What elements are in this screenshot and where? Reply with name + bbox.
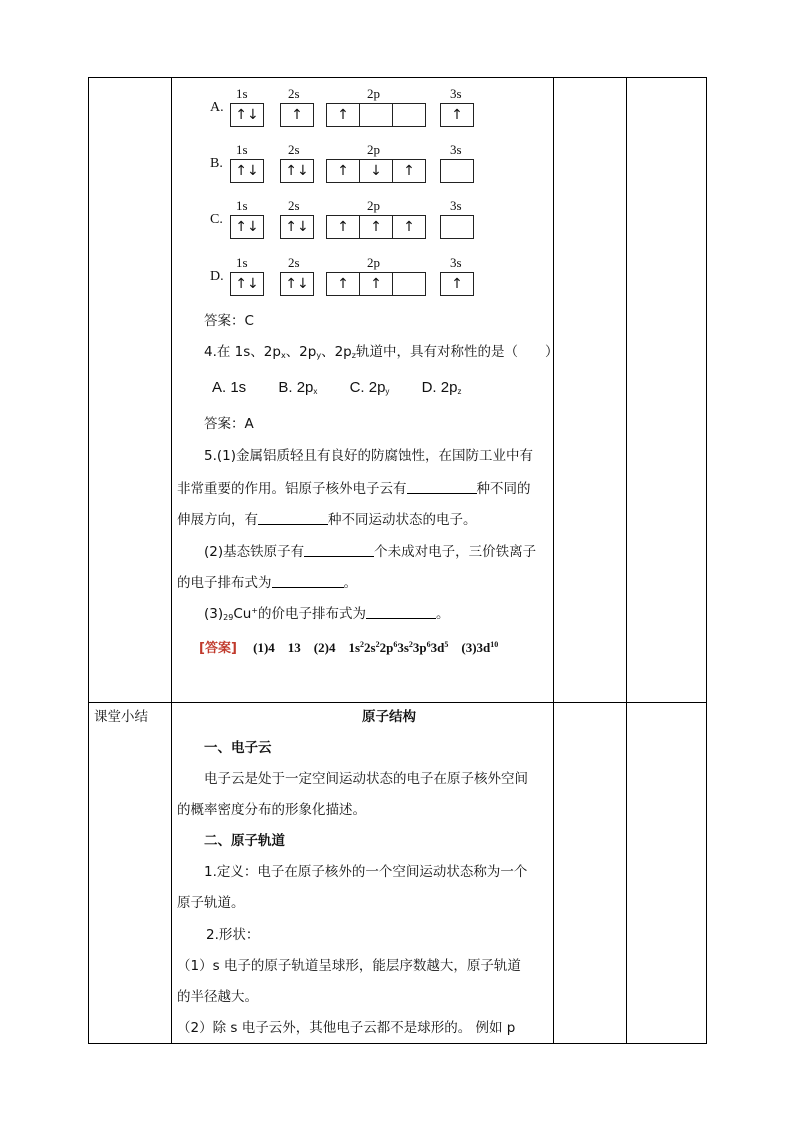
orbital-box-p2 — [326, 103, 426, 127]
definition-text-2: 原子轨道。 — [177, 895, 245, 911]
definition-text-1: 1.定义：电子在原子核外的一个空间运动状态称为一个 — [204, 864, 528, 880]
choice-c: C. $2p_y$ — [349, 379, 390, 396]
orbital-box-s3 — [440, 103, 474, 127]
orbital-cell — [441, 216, 473, 238]
table-border-bottom — [88, 1043, 707, 1044]
orbital-label-s3: 3s — [450, 198, 462, 213]
orbital-label-p2: 2p — [367, 142, 380, 157]
orbital-cell: ↓ — [360, 160, 393, 182]
orbital-box-p2 — [326, 159, 426, 183]
orbital-label-s1: 1s — [236, 142, 248, 157]
q5-line4: (2)基态铁原子有 个未成对电子，三价铁离子 — [204, 544, 537, 560]
orbital-cell: ↑↓ — [235, 163, 259, 179]
orbital-label-s2: 2s — [288, 142, 300, 157]
table-divider-col4 — [626, 77, 627, 1044]
orbital-cell: ↑ — [403, 219, 415, 235]
orbital-cell: ↑↓ — [235, 219, 259, 235]
blank-3 — [304, 544, 374, 557]
option-label: D. — [210, 269, 224, 284]
blank-5 — [366, 606, 436, 619]
electron-cloud-text-2: 的概率密度分布的形象化描述。 — [177, 802, 366, 818]
blank-2 — [258, 512, 328, 525]
orbital-cell: ↑↓ — [235, 107, 259, 123]
orbital-box-s2 — [280, 215, 314, 239]
orbital-box-s1 — [230, 272, 264, 296]
q4-answer: 答案：A — [204, 416, 254, 432]
orbital-box-s1 — [230, 215, 264, 239]
shape-text-3: （2）除 s 电子云外，其他电子云都不是球形的。 例如 p — [177, 1020, 516, 1036]
orbital-cell: ↑ — [327, 160, 360, 182]
orbital-cell: ↑ — [403, 163, 415, 179]
table-border-top — [88, 77, 707, 78]
orbital-label-p2: 2p — [367, 86, 380, 101]
option-label: B. — [210, 156, 223, 171]
orbital-label-s2: 2s — [288, 86, 300, 101]
orbital-cell: ↑ — [327, 273, 360, 295]
table-border-left — [88, 77, 89, 1044]
q5-answer: [答案] (1)4 13 (2)4 $1s^22s^22p^63s^23p^63d^5$ $(3)3d^{10}$ — [199, 640, 499, 656]
choice-b: B. $2p_x$ — [278, 379, 318, 396]
choice-a: A. 1s — [212, 379, 247, 396]
orbital-cell: ↑↓ — [285, 219, 309, 235]
orbital-cell: ↑↓ — [285, 163, 309, 179]
orbital-label-s2: 2s — [288, 255, 300, 270]
table-row-divider — [88, 702, 707, 703]
orbital-box-s3 — [440, 159, 474, 183]
orbital-box-s1 — [230, 103, 264, 127]
shape-heading: 2.形状： — [206, 927, 260, 943]
orbital-label-s2: 2s — [288, 198, 300, 213]
heading-electron-cloud: 一、电子云 — [204, 740, 272, 756]
electron-configuration: $^22s^22p^63s^23p^63d^5$ — [360, 640, 449, 655]
orbital-box-s2 — [280, 272, 314, 296]
option-label: A. — [210, 100, 224, 115]
orbital-label-s1: 1s — [236, 86, 248, 101]
summary-title: 原子结构 — [362, 709, 416, 725]
choice-d: D. $2p_z$ — [421, 379, 462, 396]
table-divider-content — [553, 77, 554, 1044]
orbital-cell — [393, 104, 425, 126]
blank-1 — [407, 481, 477, 494]
orbital-box-s3 — [440, 215, 474, 239]
orbital-box-s2 — [280, 103, 314, 127]
orbital-cell: ↑ — [360, 273, 393, 295]
orbital-option-d — [210, 255, 480, 300]
orbital-cell: ↑ — [291, 107, 303, 123]
orbital-cell — [441, 160, 473, 182]
q4-choices — [212, 379, 489, 396]
shape-text-2: 的半径越大。 — [177, 989, 258, 1005]
shape-text-1: （1）s 电子的原子轨道呈球形，能层序数越大，原子轨道 — [177, 958, 521, 974]
q5-line6: $(3)_{29}Cu^+$的价电子排布式为 。 — [204, 606, 450, 622]
option-label: C. — [210, 212, 223, 227]
answer-tag: [答案] — [199, 641, 237, 656]
orbital-cell: ↑ — [451, 107, 463, 123]
q5-line3: 伸展方向，有 种不同运动状态的电子。 — [177, 512, 477, 528]
orbital-cell: ↑ — [327, 216, 360, 238]
orbital-cell: ↑ — [451, 276, 463, 292]
table-divider-label — [171, 77, 172, 1044]
orbital-option-c — [210, 198, 480, 243]
q4-question: 4.在 1s、$2p_x$、$2p_y$、$2p_z$轨道中，具有对称性的是（ ） — [204, 344, 559, 360]
q3-answer: 答案：C — [204, 313, 254, 329]
orbital-label-s3: 3s — [450, 86, 462, 101]
orbital-label-s1: 1s — [236, 255, 248, 270]
orbital-option-b — [210, 142, 480, 187]
orbital-label-p2: 2p — [367, 198, 380, 213]
orbital-cell: ↑ — [360, 216, 393, 238]
orbital-box-s1 — [230, 159, 264, 183]
orbital-box-s2 — [280, 159, 314, 183]
orbital-box-s3 — [440, 272, 474, 296]
orbital-option-a — [210, 86, 480, 131]
heading-atomic-orbital: 二、原子轨道 — [204, 833, 285, 849]
orbital-label-p2: 2p — [367, 255, 380, 270]
q5-line2: 非常重要的作用。铝原子核外电子云有 种不同的 — [177, 481, 531, 497]
q5-line1: 5.(1)金属铝质轻且有良好的防腐蚀性，在国防工业中有 — [204, 448, 534, 464]
orbital-label-s3: 3s — [450, 255, 462, 270]
orbital-cell: ↑↓ — [285, 276, 309, 292]
orbital-cell: ↑ — [327, 104, 360, 126]
q5-line5: 的电子排布式为 。 — [177, 575, 357, 591]
summary-label: 课堂小结 — [94, 709, 148, 725]
orbital-label-s1: 1s — [236, 198, 248, 213]
orbital-box-p2 — [326, 215, 426, 239]
orbital-cell: ↑↓ — [235, 276, 259, 292]
orbital-cell — [393, 273, 425, 295]
orbital-box-p2 — [326, 272, 426, 296]
electron-cloud-text-1: 电子云是处于一定空间运动状态的电子在原子核外空间 — [204, 771, 528, 787]
orbital-cell — [360, 104, 393, 126]
blank-4 — [272, 575, 344, 588]
table-border-right — [706, 77, 707, 1044]
orbital-label-s3: 3s — [450, 142, 462, 157]
